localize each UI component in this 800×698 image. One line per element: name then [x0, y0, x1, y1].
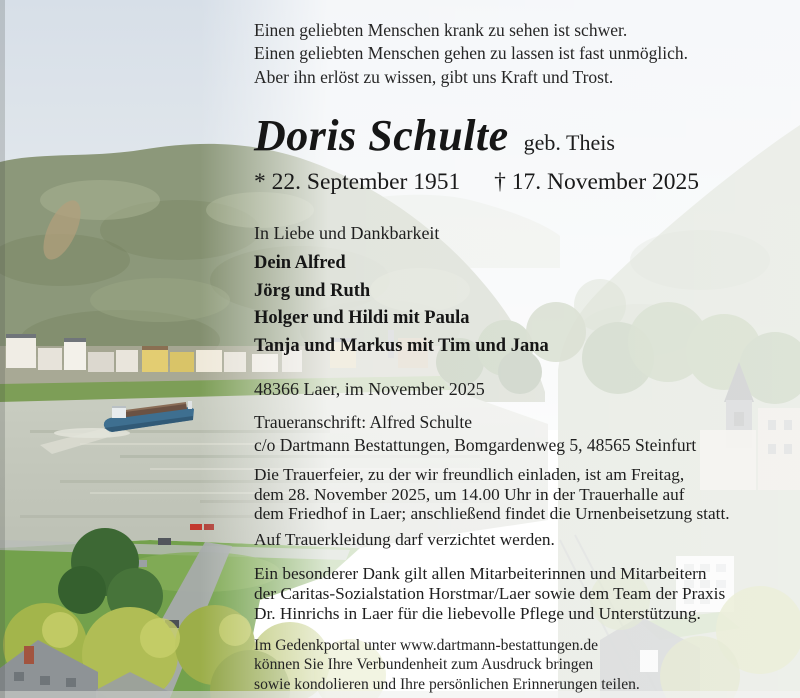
deceased-name-row: [254, 110, 764, 161]
portal-line: Im Gedenkportal unter www.dartmann-bestattungen.de: [254, 637, 599, 655]
service-line: dem 28. November 2025, um 14.00 Uhr in der Trauerhalle auf: [254, 484, 685, 504]
verse-line: Aber ihn erlöst zu wissen, gibt uns Kraft und Trost.: [254, 66, 614, 87]
dedication-line: In Liebe und Dankbarkeit: [254, 223, 440, 244]
obituary-text: [254, 0, 764, 694]
mourning-address: [254, 411, 764, 458]
opening-verse: [254, 19, 764, 89]
maiden-name: geb. Theis: [523, 130, 615, 156]
verse-line: Einen geliebten Menschen krank zu sehen ist schwer.: [254, 20, 628, 40]
birth-date: * 22. September 1951: [254, 169, 461, 196]
family-member: Dein Alfred: [254, 253, 346, 274]
death-date: † 17. November 2025: [494, 169, 700, 196]
service-line: dem Friedhof in Laer; anschließend findet die Urnenbeisetzung statt.: [254, 504, 730, 524]
family-member: Jörg und Ruth: [254, 280, 371, 301]
address-line: Traueranschrift: Alfred Schulte: [254, 411, 473, 432]
funeral-service-info: [254, 465, 764, 525]
dress-code-note: Auf Trauerkleidung darf verzichtet werden.: [254, 530, 555, 550]
portal-line: können Sie Ihre Verbundenheit zum Ausdruck bringen: [254, 656, 594, 674]
life-dates: [254, 169, 764, 195]
memorial-portal-note: [254, 636, 764, 694]
verse-line: Einen geliebten Menschen gehen zu lassen ist fast unmöglich.: [254, 43, 688, 64]
family-names: [254, 250, 764, 360]
thanks-line: Ein besonderer Dank gilt allen Mitarbeiterinnen und Mitarbeitern: [254, 564, 707, 584]
thanks-line: der Caritas-Sozialstation Horstmar/Laer sowie dem Team der Praxis: [254, 584, 726, 604]
portal-line: sowie kondolieren und Ihre persönlichen Erinnerungen teilen.: [254, 675, 640, 693]
deceased-name: Doris Schulte: [254, 111, 509, 161]
address-line: c/o Dartmann Bestattungen, Bomgardenweg 5, 48565 Steinfurt: [254, 435, 697, 456]
service-line: Die Trauerfeier, zu der wir freundlich einladen, ist am Freitag,: [254, 464, 685, 484]
family-member: Holger und Hildi mit Paula: [254, 308, 470, 329]
place-and-date: 48366 Laer, im November 2025: [254, 378, 485, 399]
thanks-line: Dr. Hinrichs in Laer für die liebevolle Pflege und Unterstützung.: [254, 604, 701, 624]
thanks-paragraph: [254, 564, 764, 624]
family-member: Tanja und Markus mit Tim und Jana: [254, 336, 549, 356]
